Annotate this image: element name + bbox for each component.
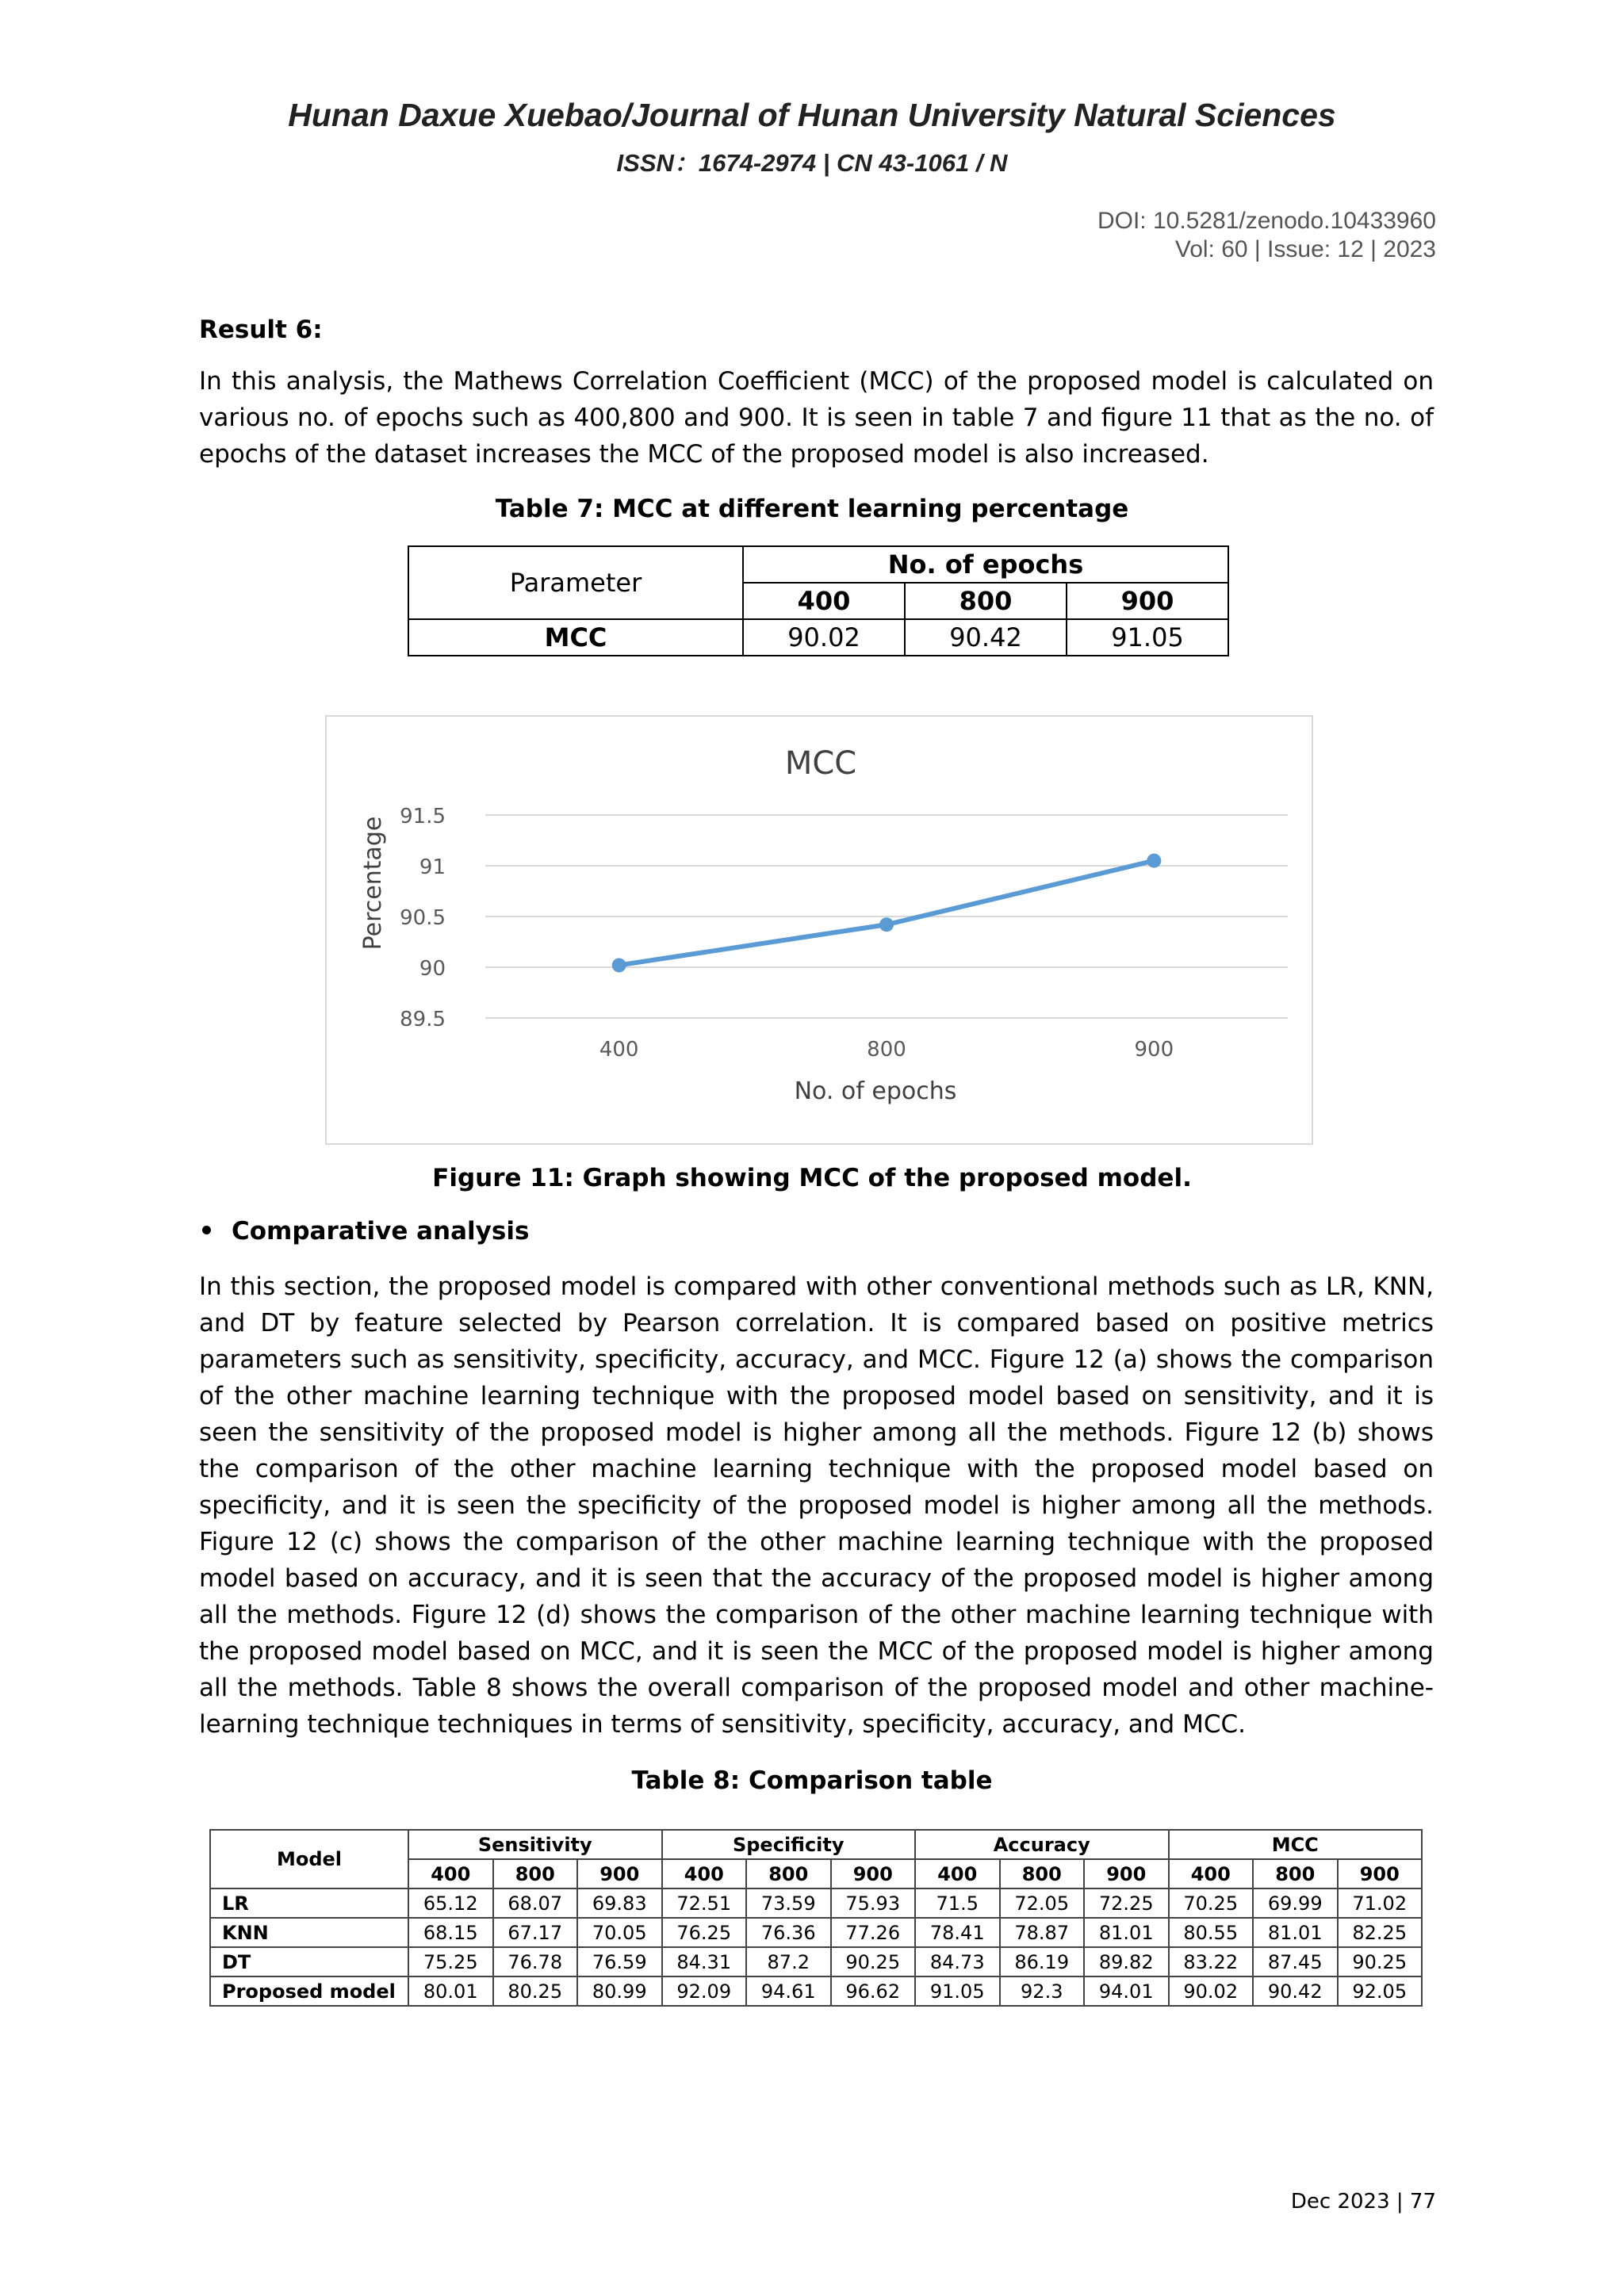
table-8-value-cell: 75.25 [408, 1947, 493, 1976]
data-point [612, 958, 626, 972]
table-7-value-cell: 90.02 [743, 619, 905, 656]
table-row [210, 1888, 1422, 1918]
table-8-model-cell: Proposed model [210, 1976, 408, 2006]
table-row [210, 1918, 1422, 1947]
table-8-value-cell: 92.05 [1338, 1976, 1423, 2006]
table-8-group-header: Accuracy [915, 1830, 1169, 1859]
table-8-value-cell: 90.02 [1169, 1976, 1254, 2006]
table-8-value-cell: 86.19 [1000, 1947, 1085, 1976]
table-8-value-cell: 76.59 [577, 1947, 662, 1976]
x-axis-label: No. of epochs [794, 1077, 957, 1105]
table-8-value-cell: 67.17 [493, 1918, 578, 1947]
result-6-paragraph: In this analysis, the Mathews Correlation Coefficient (MCC) of the proposed model is calculated on various no. of epochs such as 400,800 and 900. It is seen in table 7 and figure 11 that as the no. of epochs of the dataset increases the MCC of the proposed model is also increased. [199, 367, 1434, 469]
table-8-epoch-cell: 800 [1253, 1859, 1338, 1888]
y-tick-label: 89.5 [400, 1008, 446, 1031]
table-8-value-cell: 84.31 [662, 1947, 747, 1976]
table-8-caption: Table 8: Comparison table [631, 1766, 993, 1795]
table-8-value-cell: 92.09 [662, 1976, 747, 2006]
table-8-value-cell: 70.05 [577, 1918, 662, 1947]
table-8-value-cell: 90.42 [1253, 1976, 1338, 2006]
y-axis-label: Percentage [359, 816, 387, 951]
chart-title: MCC [784, 745, 857, 782]
table-8-epoch-cell: 900 [577, 1859, 662, 1888]
table-8-value-cell: 75.93 [831, 1888, 916, 1918]
mcc-chart [325, 715, 1313, 1145]
table-8 [209, 1829, 1423, 2007]
table-8-model-cell: DT [210, 1947, 408, 1976]
table-8-value-cell: 83.22 [1169, 1947, 1254, 1976]
comparative-analysis-heading: Comparative analysis [199, 1217, 529, 1246]
volume-issue: Vol: 60 | Issue: 12 | 2023 [1174, 236, 1436, 262]
data-point [879, 917, 894, 932]
table-8-value-cell: 96.62 [831, 1976, 916, 2006]
table-8-value-cell: 76.25 [662, 1918, 747, 1947]
table-8-epoch-cell: 900 [831, 1859, 916, 1888]
table-7-epoch-cell: 400 [743, 583, 905, 619]
table-8-value-cell: 71.5 [915, 1888, 1000, 1918]
mcc-chart-svg [327, 717, 1312, 1143]
doi[interactable]: DOI: 10.5281/zenodo.10433960 [1097, 208, 1436, 234]
table-8-value-cell: 80.25 [493, 1976, 578, 2006]
x-tick-label: 400 [599, 1038, 639, 1062]
table-8-epoch-cell: 400 [408, 1859, 493, 1888]
table-7-epoch-cell: 900 [1067, 583, 1228, 619]
table-8-value-cell: 94.61 [746, 1976, 831, 2006]
table-8-epoch-cell: 400 [1169, 1859, 1254, 1888]
table-8-value-cell: 91.05 [915, 1976, 1000, 2006]
table-8-value-cell: 78.87 [1000, 1918, 1085, 1947]
y-tick-label: 90 [419, 957, 446, 981]
y-tick-label: 90.5 [400, 906, 446, 930]
table-7-value-cell: 91.05 [1067, 619, 1228, 656]
journal-title: Hunan Daxue Xuebao/Journal of Hunan University Natural Sciences [288, 97, 1336, 133]
table-8-value-cell: 65.12 [408, 1888, 493, 1918]
table-7-epoch-cell: 800 [905, 583, 1067, 619]
table-8-value-cell: 94.01 [1084, 1976, 1169, 2006]
table-8-value-cell: 72.51 [662, 1888, 747, 1918]
table-7-row-label: MCC [408, 619, 743, 656]
table-8-value-cell: 80.99 [577, 1976, 662, 2006]
issn-line: ISSN：1674-2974 | CN 43-1061 / N [616, 149, 1008, 177]
table-8-value-cell: 73.59 [746, 1888, 831, 1918]
table-8-epoch-cell: 900 [1338, 1859, 1423, 1888]
bullet-icon [202, 1226, 211, 1234]
table-8-model-cell: LR [210, 1888, 408, 1918]
table-8-value-cell: 87.45 [1253, 1947, 1338, 1976]
table-8-value-cell: 71.02 [1338, 1888, 1423, 1918]
table-8-value-cell: 70.25 [1169, 1888, 1254, 1918]
comparative-paragraph: In this section, the proposed model is compared with other conventional methods such as LR, KNN, and DT by feature selected by Pearson correlation. It is compared based on positive metrics parameters such as sensitivity, specificity, accuracy, and MCC. Figure 12 (a) shows the comparison of the other machine learning technique with the proposed model based on sensitivity, and it is seen the sensitivity of the proposed model is higher among all the methods. Figure 12 (b) shows the comparison of the other machine learning technique with the proposed model based on specificity, and it is seen the specificity of the proposed model is higher among all the methods. Figure 12 (c) shows the comparison of the other machine learning technique with the proposed model based on accuracy, and it is seen that the accuracy of the proposed model is higher among all the methods. Figure 12 (d) shows the comparison of the other machine learning technique with the proposed model based on MCC, and it is seen the MCC of the proposed model is higher among all the methods. Table 8 shows the overall comparison of the proposed model and other machine-learning technique techniques in terms of sensitivity, specificity, accuracy, and MCC. [199, 1272, 1434, 1739]
table-8-value-cell: 90.25 [831, 1947, 916, 1976]
table-8-value-cell: 69.83 [577, 1888, 662, 1918]
table-8-value-cell: 68.15 [408, 1918, 493, 1947]
table-8-model-cell: KNN [210, 1918, 408, 1947]
table-8-value-cell: 80.01 [408, 1976, 493, 2006]
table-8-value-cell: 82.25 [1338, 1918, 1423, 1947]
table-7-parameter-header: Parameter [408, 546, 743, 619]
table-row [210, 1976, 1422, 2006]
table-8-epoch-cell: 400 [662, 1859, 747, 1888]
table-8-value-cell: 68.07 [493, 1888, 578, 1918]
table-8-model-header: Model [210, 1830, 408, 1888]
y-tick-label: 91.5 [400, 805, 446, 828]
table-8-group-header: Sensitivity [408, 1830, 662, 1859]
table-8-value-cell: 80.55 [1169, 1918, 1254, 1947]
table-7 [408, 545, 1229, 656]
table-8-value-cell: 76.78 [493, 1947, 578, 1976]
figure-11-caption: Figure 11: Graph showing MCC of the proposed model. [432, 1164, 1192, 1192]
table-8-value-cell: 89.82 [1084, 1947, 1169, 1976]
table-8-value-cell: 90.25 [1338, 1947, 1423, 1976]
table-7-value-cell: 90.42 [905, 619, 1067, 656]
x-tick-label: 800 [867, 1038, 906, 1062]
result-6-heading: Result 6: [199, 316, 323, 344]
table-8-value-cell: 87.2 [746, 1947, 831, 1976]
table-8-group-header: Specificity [662, 1830, 916, 1859]
page-footer: Dec 2023 | 77 [1290, 2190, 1436, 2214]
table-8-value-cell: 78.41 [915, 1918, 1000, 1947]
table-8-value-cell: 72.25 [1084, 1888, 1169, 1918]
table-7-epochs-header: No. of epochs [743, 546, 1228, 583]
table-7-caption: Table 7: MCC at different learning percentage [495, 495, 1129, 523]
mcc-series-line [619, 861, 1155, 966]
table-8-group-header: MCC [1169, 1830, 1423, 1859]
table-8-value-cell: 81.01 [1253, 1918, 1338, 1947]
table-8-value-cell: 76.36 [746, 1918, 831, 1947]
data-point [1147, 854, 1161, 868]
table-8-epoch-cell: 400 [915, 1859, 1000, 1888]
table-8-epoch-cell: 900 [1084, 1859, 1169, 1888]
x-tick-label: 900 [1134, 1038, 1174, 1062]
table-8-epoch-cell: 800 [746, 1859, 831, 1888]
table-8-epoch-cell: 800 [493, 1859, 578, 1888]
table-8-value-cell: 72.05 [1000, 1888, 1085, 1918]
table-8-value-cell: 92.3 [1000, 1976, 1085, 2006]
table-8-value-cell: 81.01 [1084, 1918, 1169, 1947]
table-8-value-cell: 84.73 [915, 1947, 1000, 1976]
table-row [210, 1947, 1422, 1976]
table-8-value-cell: 69.99 [1253, 1888, 1338, 1918]
table-8-epoch-cell: 800 [1000, 1859, 1085, 1888]
y-tick-label: 91 [419, 855, 446, 879]
table-8-value-cell: 77.26 [831, 1918, 916, 1947]
